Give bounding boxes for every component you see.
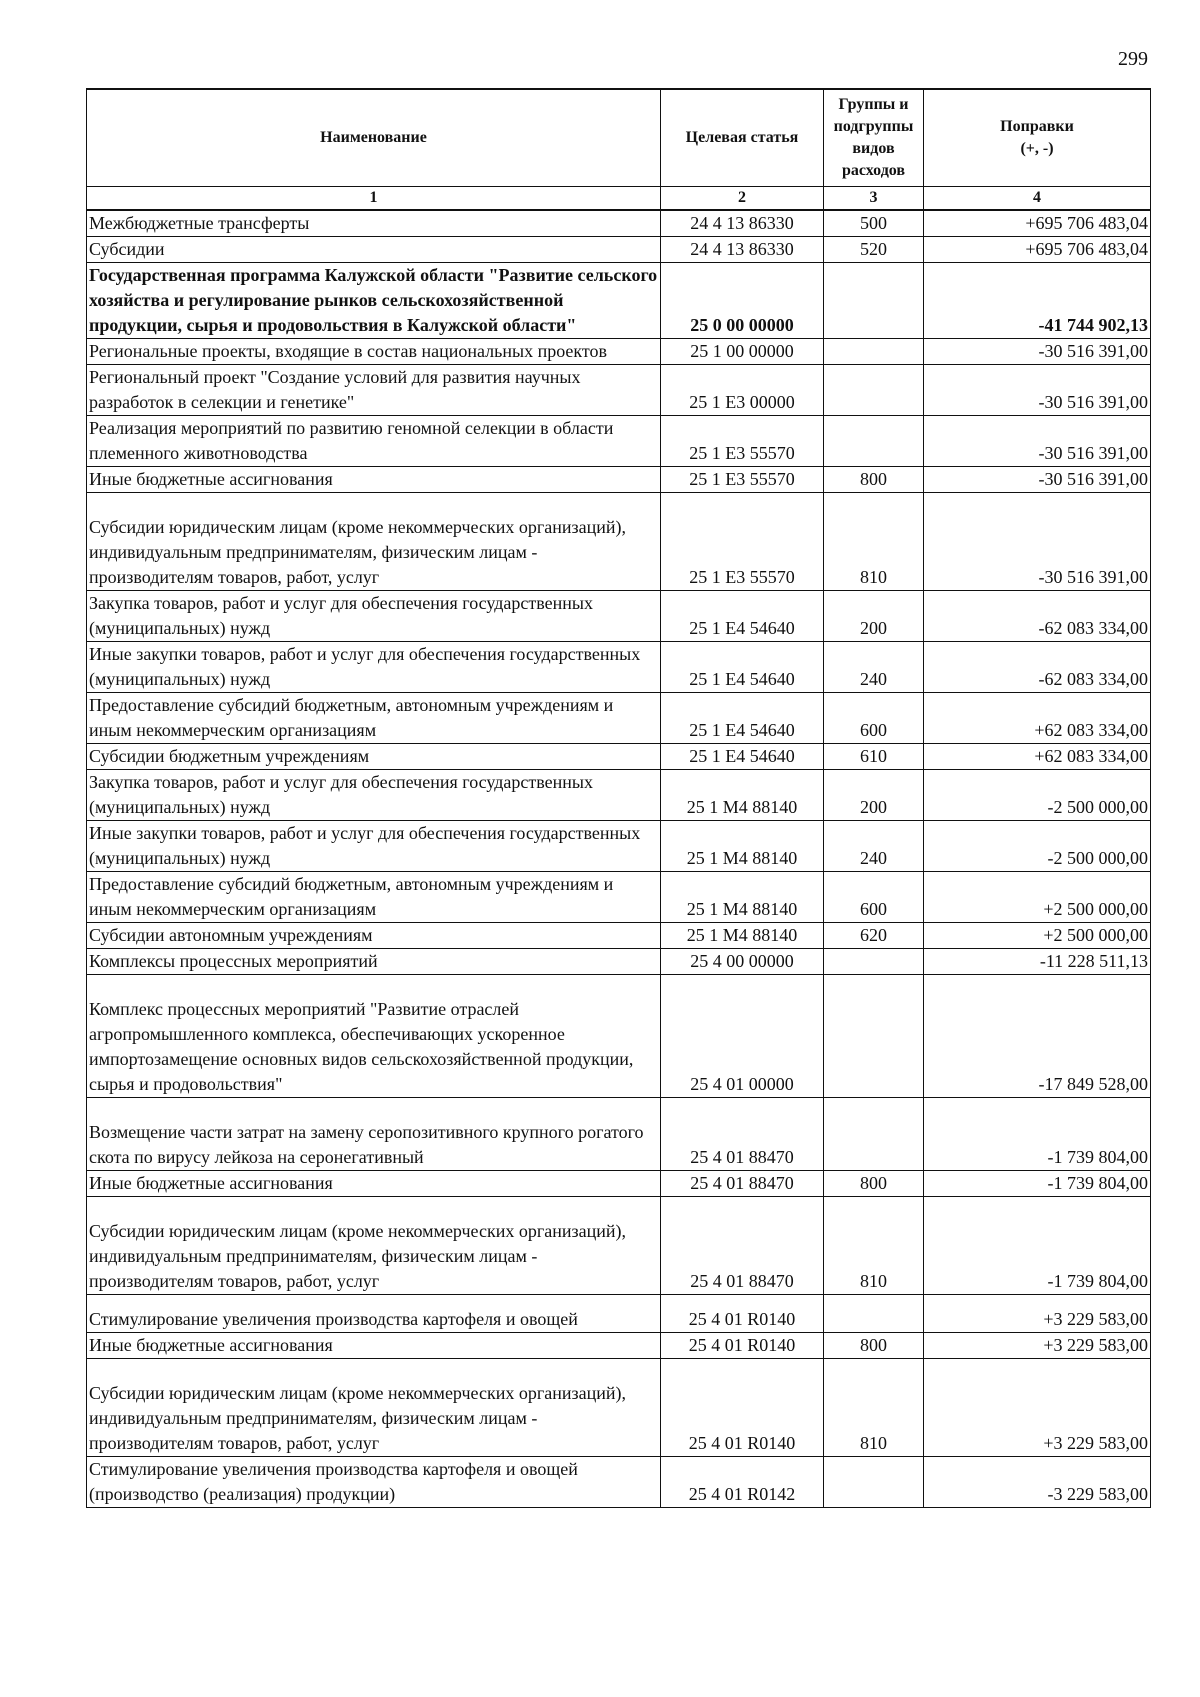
table-row <box>87 770 1151 821</box>
column-number: 4 <box>924 187 1151 211</box>
row-amendment: +62 083 334,00 <box>924 744 1151 770</box>
table-row <box>87 339 1151 365</box>
row-name: Предоставление субсидий бюджетным, автономным учреждениям и иным некоммерческим организациям <box>87 872 661 923</box>
row-expense-group: 500 <box>824 210 924 237</box>
row-name: Межбюджетные трансферты <box>87 210 661 237</box>
table-row <box>87 744 1151 770</box>
row-expense-group: 810 <box>824 493 924 591</box>
row-target-code: 25 1 E3 55570 <box>661 493 824 591</box>
row-target-code: 25 1 E4 54640 <box>661 693 824 744</box>
row-target-code: 25 1 M4 88140 <box>661 821 824 872</box>
row-amendment: -41 744 902,13 <box>924 263 1151 339</box>
row-expense-group: 800 <box>824 1171 924 1197</box>
row-amendment: -3 229 583,00 <box>924 1457 1151 1508</box>
row-name: Субсидии бюджетным учреждениям <box>87 744 661 770</box>
table-row <box>87 923 1151 949</box>
header-name: Наименование <box>87 89 661 187</box>
row-target-code: 25 1 E4 54640 <box>661 591 824 642</box>
row-name: Закупка товаров, работ и услуг для обеспечения государственных (муниципальных) нужд <box>87 591 661 642</box>
table-row <box>87 365 1151 416</box>
table-row <box>87 1295 1151 1333</box>
row-amendment: -2 500 000,00 <box>924 770 1151 821</box>
row-target-code: 25 4 01 88470 <box>661 1098 824 1171</box>
row-expense-group <box>824 975 924 1098</box>
row-amendment: +2 500 000,00 <box>924 872 1151 923</box>
row-amendment: -11 228 511,13 <box>924 949 1151 975</box>
row-name: Субсидии юридическим лицам (кроме некоммерческих организаций), индивидуальным предпринимателям, физическим лицам - производителям товаров, работ, услуг <box>87 1359 661 1457</box>
row-name: Региональные проекты, входящие в состав национальных проектов <box>87 339 661 365</box>
table-row <box>87 1098 1151 1171</box>
row-expense-group <box>824 949 924 975</box>
row-target-code: 25 1 E3 55570 <box>661 467 824 493</box>
row-expense-group: 200 <box>824 591 924 642</box>
table-row <box>87 872 1151 923</box>
row-name: Субсидии юридическим лицам (кроме некоммерческих организаций), индивидуальным предпринимателям, физическим лицам - производителям товаров, работ, услуг <box>87 1197 661 1295</box>
row-target-code: 25 4 01 00000 <box>661 975 824 1098</box>
row-expense-group <box>824 1295 924 1333</box>
row-amendment: -17 849 528,00 <box>924 975 1151 1098</box>
column-number: 3 <box>824 187 924 211</box>
row-name: Субсидии <box>87 237 661 263</box>
table-row <box>87 1171 1151 1197</box>
row-amendment: -2 500 000,00 <box>924 821 1151 872</box>
row-expense-group: 600 <box>824 872 924 923</box>
table-body <box>87 210 1151 1508</box>
row-amendment: +3 229 583,00 <box>924 1333 1151 1359</box>
row-amendment: -30 516 391,00 <box>924 416 1151 467</box>
row-expense-group: 810 <box>824 1197 924 1295</box>
row-expense-group: 610 <box>824 744 924 770</box>
column-number: 1 <box>87 187 661 211</box>
row-target-code: 25 1 E3 55570 <box>661 416 824 467</box>
row-target-code: 25 4 01 R0142 <box>661 1457 824 1508</box>
table-row <box>87 416 1151 467</box>
header-target: Целевая статья <box>661 89 824 187</box>
table-row <box>87 210 1151 237</box>
row-target-code: 25 1 E3 00000 <box>661 365 824 416</box>
row-name: Иные закупки товаров, работ и услуг для обеспечения государственных (муниципальных) нужд <box>87 642 661 693</box>
row-expense-group: 810 <box>824 1359 924 1457</box>
row-target-code: 24 4 13 86330 <box>661 237 824 263</box>
row-name: Реализация мероприятий по развитию геномной селекции в области племенного животноводства <box>87 416 661 467</box>
row-target-code: 25 0 00 00000 <box>661 263 824 339</box>
row-target-code: 25 4 01 88470 <box>661 1197 824 1295</box>
row-expense-group: 800 <box>824 467 924 493</box>
row-expense-group <box>824 1098 924 1171</box>
row-name: Государственная программа Калужской области "Развитие сельского хозяйства и регулирование рынков сельскохозяйственной продукции, сырья и продовольствия в Калужской области" <box>87 263 661 339</box>
row-name: Стимулирование увеличения производства картофеля и овощей <box>87 1295 661 1333</box>
table-row <box>87 949 1151 975</box>
row-expense-group: 520 <box>824 237 924 263</box>
row-name: Региональный проект "Создание условий для развития научных разработок в селекции и генетике" <box>87 365 661 416</box>
row-amendment: +62 083 334,00 <box>924 693 1151 744</box>
header-amendments-sign: (+, -) <box>1020 140 1054 157</box>
row-target-code: 25 1 M4 88140 <box>661 872 824 923</box>
row-amendment: +2 500 000,00 <box>924 923 1151 949</box>
row-amendment: -1 739 804,00 <box>924 1171 1151 1197</box>
row-target-code: 25 4 00 00000 <box>661 949 824 975</box>
row-amendment: -30 516 391,00 <box>924 365 1151 416</box>
row-expense-group <box>824 1457 924 1508</box>
table-row <box>87 493 1151 591</box>
column-number: 2 <box>661 187 824 211</box>
row-target-code: 24 4 13 86330 <box>661 210 824 237</box>
table-row <box>87 263 1151 339</box>
row-target-code: 25 4 01 88470 <box>661 1171 824 1197</box>
budget-table <box>86 88 1151 1508</box>
table-row <box>87 591 1151 642</box>
row-amendment: -30 516 391,00 <box>924 493 1151 591</box>
row-amendment: -62 083 334,00 <box>924 642 1151 693</box>
row-target-code: 25 1 E4 54640 <box>661 744 824 770</box>
row-amendment: +695 706 483,04 <box>924 210 1151 237</box>
header-amendments-title: Поправки <box>1000 118 1074 135</box>
row-expense-group: 200 <box>824 770 924 821</box>
row-name: Иные закупки товаров, работ и услуг для обеспечения государственных (муниципальных) нужд <box>87 821 661 872</box>
row-amendment: -1 739 804,00 <box>924 1098 1151 1171</box>
row-target-code: 25 1 E4 54640 <box>661 642 824 693</box>
table-row <box>87 642 1151 693</box>
table-row <box>87 693 1151 744</box>
row-target-code: 25 4 01 R0140 <box>661 1333 824 1359</box>
row-name: Субсидии юридическим лицам (кроме некоммерческих организаций), индивидуальным предпринимателям, физическим лицам - производителям товаров, работ, услуг <box>87 493 661 591</box>
row-target-code: 25 1 M4 88140 <box>661 923 824 949</box>
row-amendment: -62 083 334,00 <box>924 591 1151 642</box>
table-row <box>87 821 1151 872</box>
row-target-code: 25 1 00 00000 <box>661 339 824 365</box>
table-header <box>87 89 1151 210</box>
row-name: Иные бюджетные ассигнования <box>87 1171 661 1197</box>
page-number: 299 <box>1118 48 1148 70</box>
table-row <box>87 1457 1151 1508</box>
row-expense-group: 800 <box>824 1333 924 1359</box>
row-expense-group <box>824 339 924 365</box>
row-expense-group: 620 <box>824 923 924 949</box>
row-expense-group <box>824 365 924 416</box>
header-amendments <box>924 89 1151 187</box>
table-row <box>87 1197 1151 1295</box>
row-amendment: -30 516 391,00 <box>924 339 1151 365</box>
row-name: Иные бюджетные ассигнования <box>87 1333 661 1359</box>
row-amendment: +3 229 583,00 <box>924 1359 1151 1457</box>
row-amendment: -30 516 391,00 <box>924 467 1151 493</box>
row-target-code: 25 4 01 R0140 <box>661 1359 824 1457</box>
table-row <box>87 1333 1151 1359</box>
row-name: Иные бюджетные ассигнования <box>87 467 661 493</box>
row-expense-group: 240 <box>824 642 924 693</box>
row-target-code: 25 4 01 R0140 <box>661 1295 824 1333</box>
header-groups: Группы и подгруппы видов расходов <box>824 89 924 187</box>
table-row <box>87 975 1151 1098</box>
row-name: Закупка товаров, работ и услуг для обеспечения государственных (муниципальных) нужд <box>87 770 661 821</box>
row-expense-group <box>824 263 924 339</box>
row-expense-group: 240 <box>824 821 924 872</box>
row-name: Комплекс процессных мероприятий "Развитие отраслей агропромышленного комплекса, обеспечивающих ускоренное импортозамещение основных видов сельскохозяйственной продукции, сырья и продовольствия" <box>87 975 661 1098</box>
row-target-code: 25 1 M4 88140 <box>661 770 824 821</box>
row-name: Комплексы процессных мероприятий <box>87 949 661 975</box>
row-amendment: -1 739 804,00 <box>924 1197 1151 1295</box>
row-expense-group: 600 <box>824 693 924 744</box>
table-row <box>87 237 1151 263</box>
row-name: Субсидии автономным учреждениям <box>87 923 661 949</box>
table-row <box>87 467 1151 493</box>
row-name: Возмещение части затрат на замену серопозитивного крупного рогатого скота по вирусу лейкоза на серонегативный <box>87 1098 661 1171</box>
row-name: Предоставление субсидий бюджетным, автономным учреждениям и иным некоммерческим организациям <box>87 693 661 744</box>
table-row <box>87 1359 1151 1457</box>
row-amendment: +695 706 483,04 <box>924 237 1151 263</box>
row-expense-group <box>824 416 924 467</box>
row-name: Стимулирование увеличения производства картофеля и овощей (производство (реализация) продукции) <box>87 1457 661 1508</box>
row-amendment: +3 229 583,00 <box>924 1295 1151 1333</box>
